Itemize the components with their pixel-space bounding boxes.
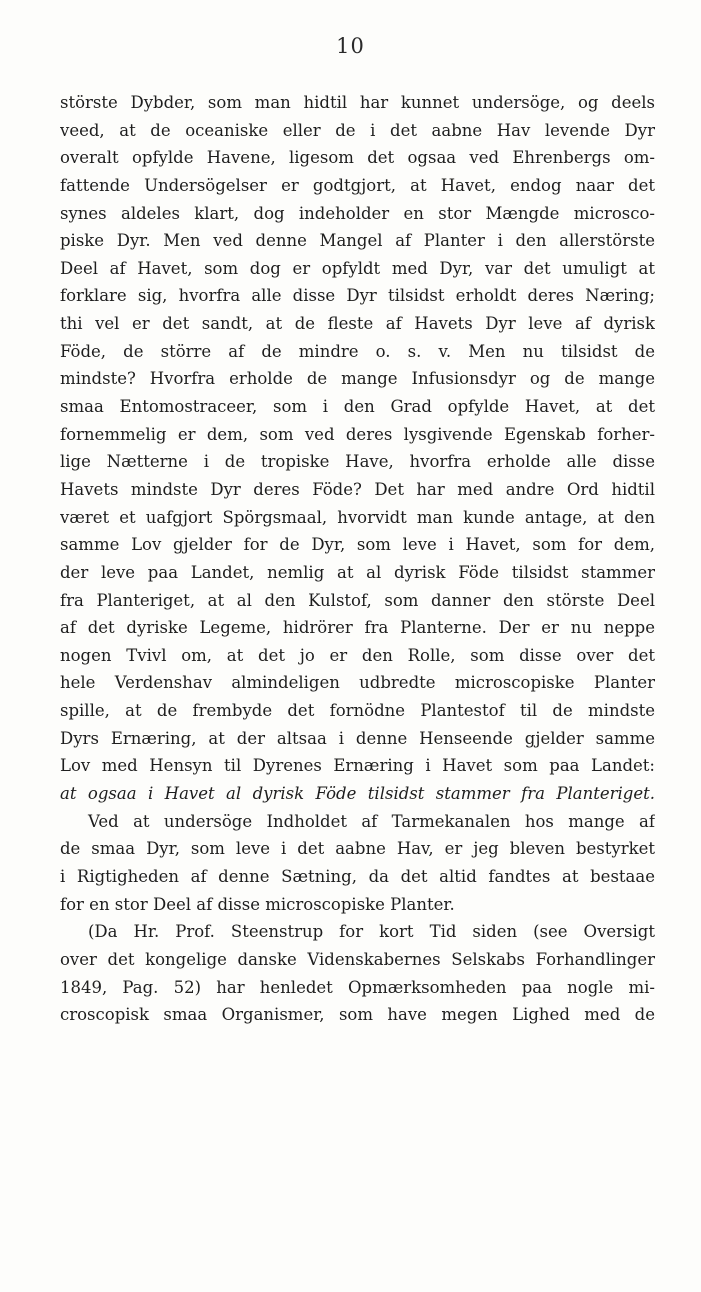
page-number: 10 — [336, 34, 365, 58]
text-line: croscopisk smaa Organismer, som have megen Lighed med de — [60, 1005, 655, 1025]
text-line: fornemmelig er dem, som ved deres lysgivende Egenskab forher- — [60, 424, 655, 444]
text-line: samme Lov gjelder for de Dyr, som leve i Havet, som for dem, — [60, 535, 655, 555]
text-line: 1849, Pag. 52) har henledet Opmærksomheden paa nogle mi- — [60, 977, 655, 997]
text-line: forklare sig, hvorfra alle disse Dyr tilsidst erholdt deres Næring; — [60, 286, 655, 306]
text-line: Lov med Hensyn til Dyrenes Ernæring i Havet som paa Landet: — [60, 756, 655, 776]
text-line: thi vel er det sandt, at de fleste af Havets Dyr leve af dyrisk — [60, 314, 655, 334]
text-line: der leve paa Landet, nemlig at al dyrisk Föde tilsidst stammer — [60, 562, 655, 582]
text-line: nogen Tvivl om, at det jo er den Rolle, som disse over det — [60, 645, 655, 665]
text-line: af det dyriske Legeme, hidrörer fra Planterne. Der er nu neppe — [60, 618, 655, 638]
text-line: mindste? Hvorfra erholde de mange Infusionsdyr og de mange — [60, 369, 655, 389]
text-line: været et uafgjort Spörgsmaal, hvorvidt man kunde antage, at den — [60, 507, 655, 527]
text-line: i Rigtigheden af denne Sætning, da det altid fandtes at bestaae — [60, 866, 655, 886]
text-line: störste Dybder, som man hidtil har kunnet undersöge, og deels — [60, 93, 655, 112]
text-line: smaa Entomostraceer, som i den Grad opfylde Havet, at det — [60, 397, 655, 417]
text-line: piske Dyr. Men ved denne Mangel af Planter i den allerstörste — [60, 231, 655, 251]
text-line: fra Planteriget, at al den Kulstof, som danner den störste Deel — [60, 590, 655, 610]
text-line: (Da Hr. Prof. Steenstrup for kort Tid siden (see Oversigt — [88, 922, 655, 942]
text-line: Ved at undersöge Indholdet af Tarmekanalen hos mange af — [88, 811, 655, 831]
text-line: hele Verdenshav almindeligen udbredte microscopiske Planter — [60, 673, 655, 693]
text-line: Havets mindste Dyr deres Föde? Det har med andre Ord hidtil — [60, 479, 655, 499]
text-line: overalt opfylde Havene, ligesom det ogsaa ved Ehrenbergs om- — [60, 148, 655, 168]
text-line: veed, at de oceaniske eller de i det aabne Hav levende Dyr — [60, 120, 655, 140]
text-line: over det kongelige danske Videnskabernes Selskabs Forhandlinger — [60, 949, 655, 969]
text-line: spille, at de frembyde det fornödne Plantestof til de mindste — [60, 701, 655, 721]
text-line: fattende Undersögelser er godtgjort, at Havet, endog naar det — [60, 175, 655, 195]
italic-text-line: at ogsaa i Havet al dyrisk Föde tilsidst stammer fra Planteriget. — [60, 784, 655, 804]
text-line: synes aldeles klart, dog indeholder en stor Mængde microsco- — [60, 203, 655, 223]
text-line: Deel af Havet, som dog er opfyldt med Dyr, var det umuligt at — [60, 258, 655, 278]
text-line: for en stor Deel af disse microscopiske Planter. — [60, 894, 455, 914]
text-line: lige Nætterne i de tropiske Have, hvorfra erholde alle disse — [60, 452, 655, 472]
text-line: Föde, de större af de mindre o. s. v. Men nu tilsidst de — [60, 341, 655, 361]
body-text — [60, 89, 655, 1029]
text-line: Dyrs Ernæring, at der altsaa i denne Henseende gjelder samme — [60, 728, 655, 748]
text-line: de smaa Dyr, som leve i det aabne Hav, er jeg bleven bestyrket — [60, 839, 655, 859]
